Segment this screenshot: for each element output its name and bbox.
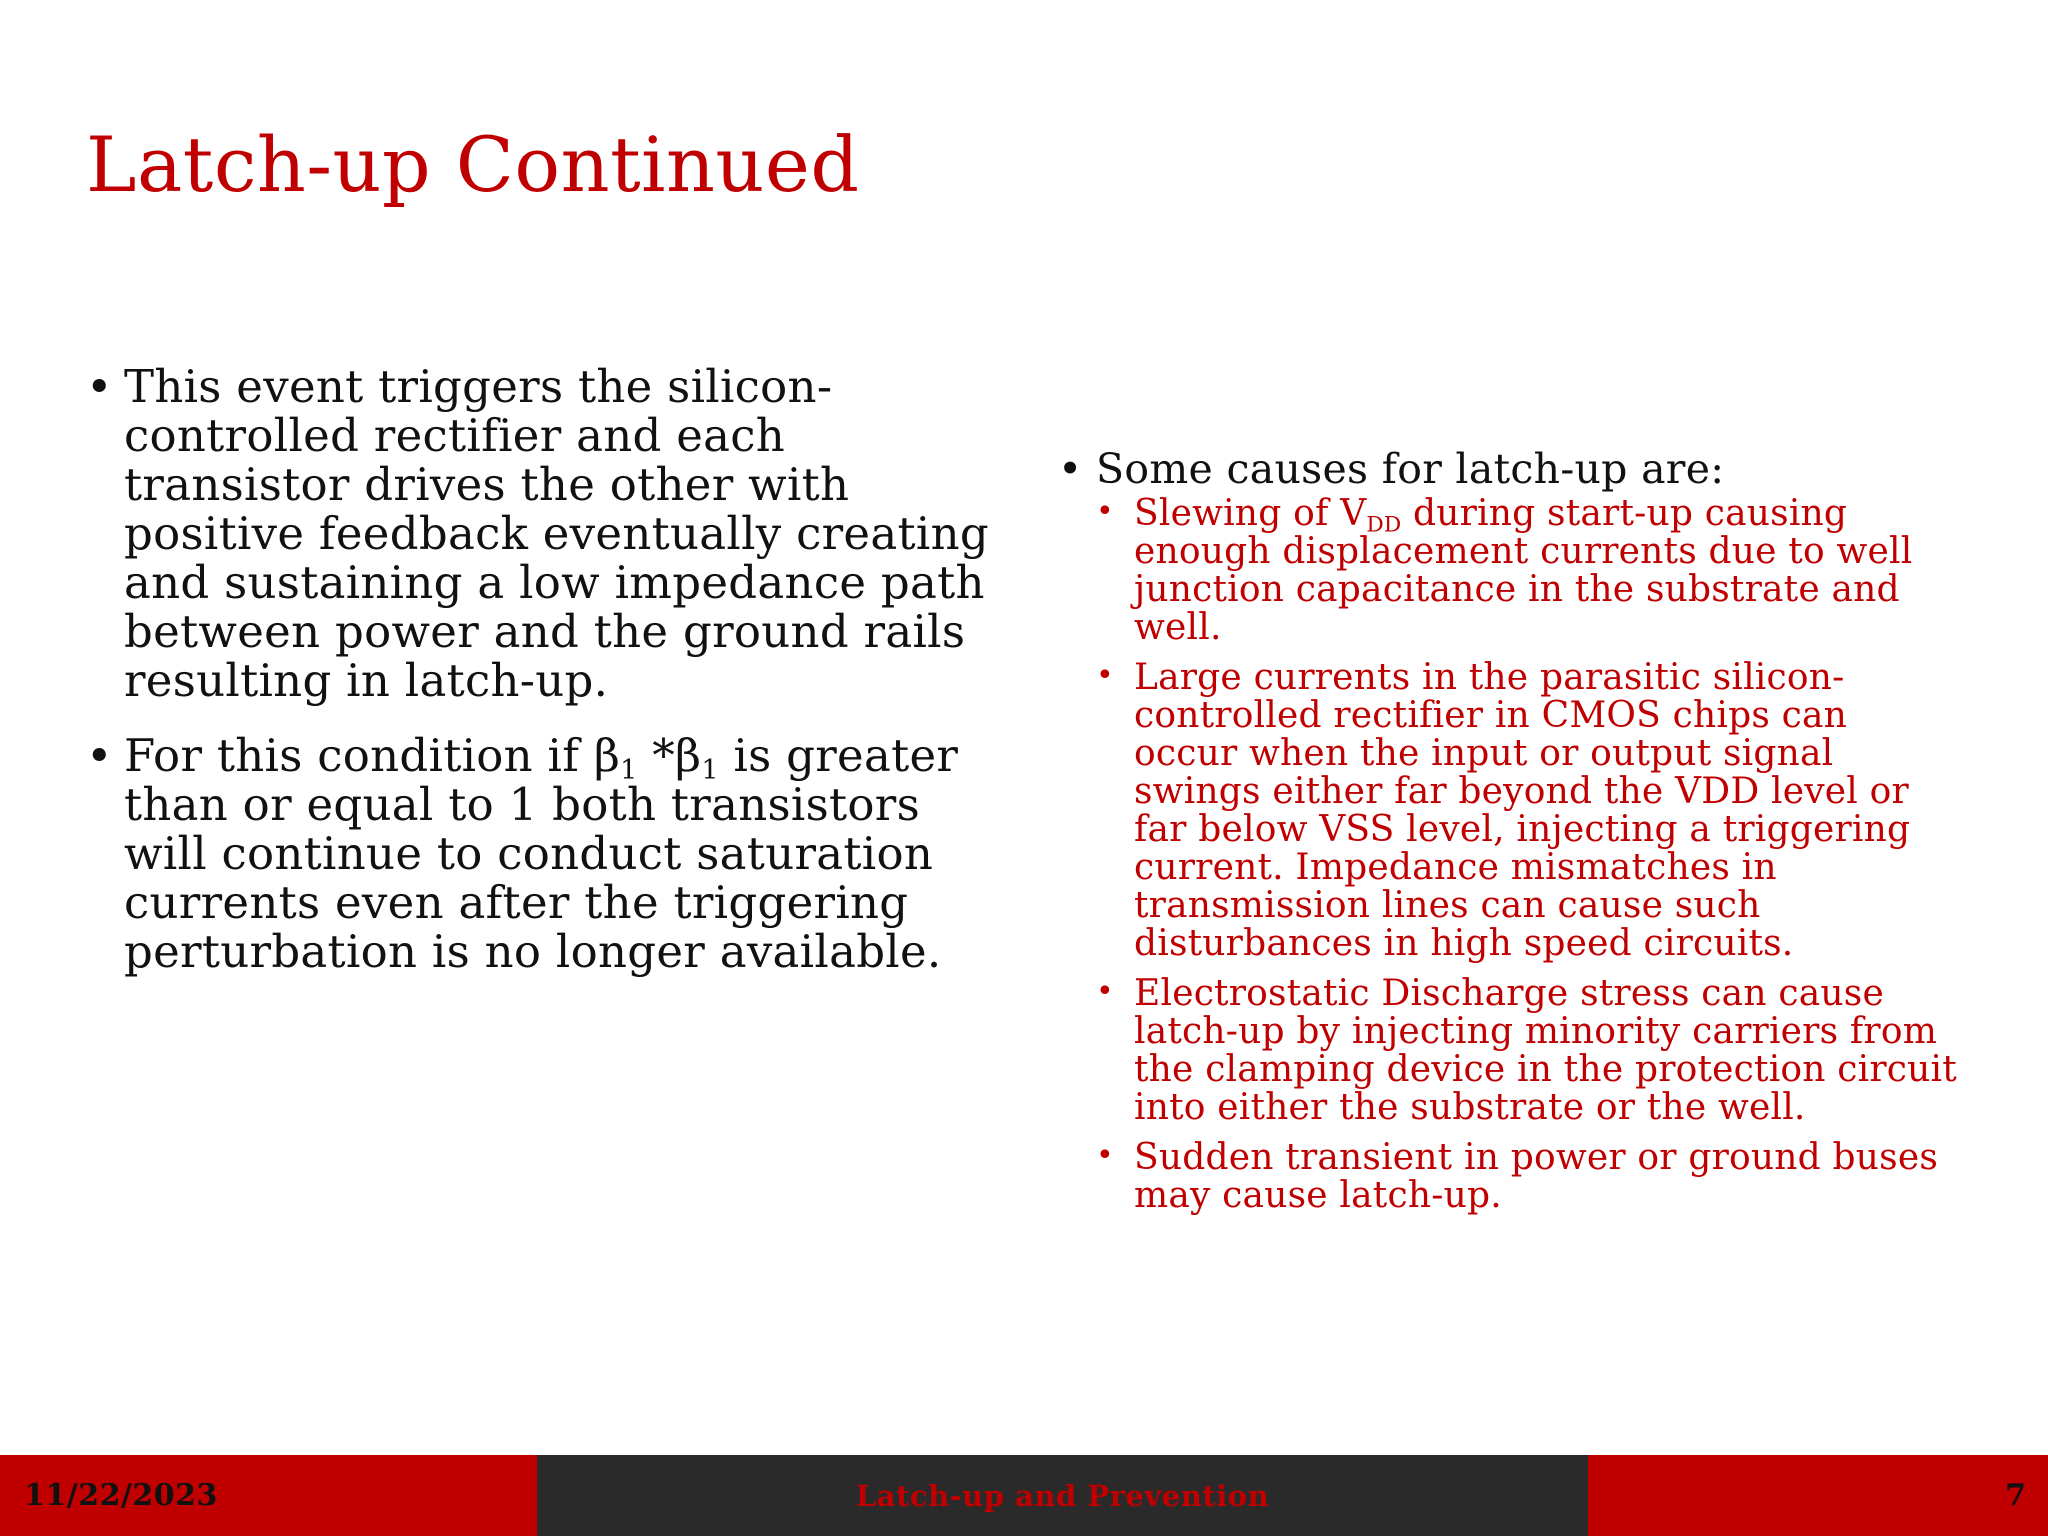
- bullet-text-pre: For this condition if: [124, 729, 594, 782]
- slide-title: Latch-up Continued: [86, 120, 860, 209]
- footer-bar: [0, 1455, 2048, 1536]
- right-bullet-list: [1058, 445, 1958, 1215]
- cause-item: [1096, 975, 1958, 1127]
- slide-number: 7: [1588, 1455, 2048, 1536]
- cause-text: Electrostatic Discharge stress can cause latch-up by injecting minority carriers from the clamping device in the protection circuit into either the substrate or the well.: [1134, 973, 1957, 1128]
- bullet-item: [1058, 445, 1958, 1215]
- causes-list: [1096, 495, 1958, 1215]
- beta-subscript: 1: [620, 755, 638, 787]
- right-content: [1058, 445, 1958, 1227]
- beta-subscript: 1: [701, 755, 719, 787]
- bullet-text-post: is greater than or equal to 1 both transistors will continue to conduct saturation currents even after the triggering perturbation is no longer available.: [124, 729, 959, 978]
- beta-symbol: β: [593, 729, 621, 782]
- footer-date: 11/22/2023: [0, 1455, 537, 1536]
- footer-topic: Latch-up and Prevention: [537, 1455, 1588, 1536]
- bullet-text: This event triggers the silicon-controlled rectifier and each transistor drives the other with positive feedback eventually creating and sustaining a low impedance path between power and the ground rails resulting in latch-up.: [124, 360, 989, 707]
- bullet-text-mid: *: [637, 729, 676, 782]
- cause-item: [1096, 659, 1958, 963]
- vdd-subscript: DD: [1366, 512, 1402, 538]
- cause-item: [1096, 1139, 1958, 1215]
- bullet-item: [86, 362, 1006, 705]
- bullet-item: [86, 731, 1006, 976]
- cause-text-pre: Slewing of V: [1134, 493, 1367, 534]
- cause-item: [1096, 495, 1958, 647]
- cause-text: Large currents in the parasitic silicon-controlled rectifier in CMOS chips can occur when the input or output signal swings either far beyond the VDD level or far below VSS level, injecting a triggering current. Impedance mismatches in transmission lines can cause such disturbances in high speed circuits.: [1134, 657, 1911, 964]
- causes-heading: Some causes for latch-up are:: [1096, 445, 1725, 493]
- cause-text: Sudden transient in power or ground buses may cause latch-up.: [1134, 1137, 1939, 1216]
- left-bullet-list: [86, 362, 1006, 976]
- cause-text-post: during start-up causing enough displacement currents due to well junction capacitance in the substrate and well.: [1134, 493, 1913, 648]
- left-content: [86, 362, 1006, 1002]
- beta-symbol: β: [675, 729, 702, 782]
